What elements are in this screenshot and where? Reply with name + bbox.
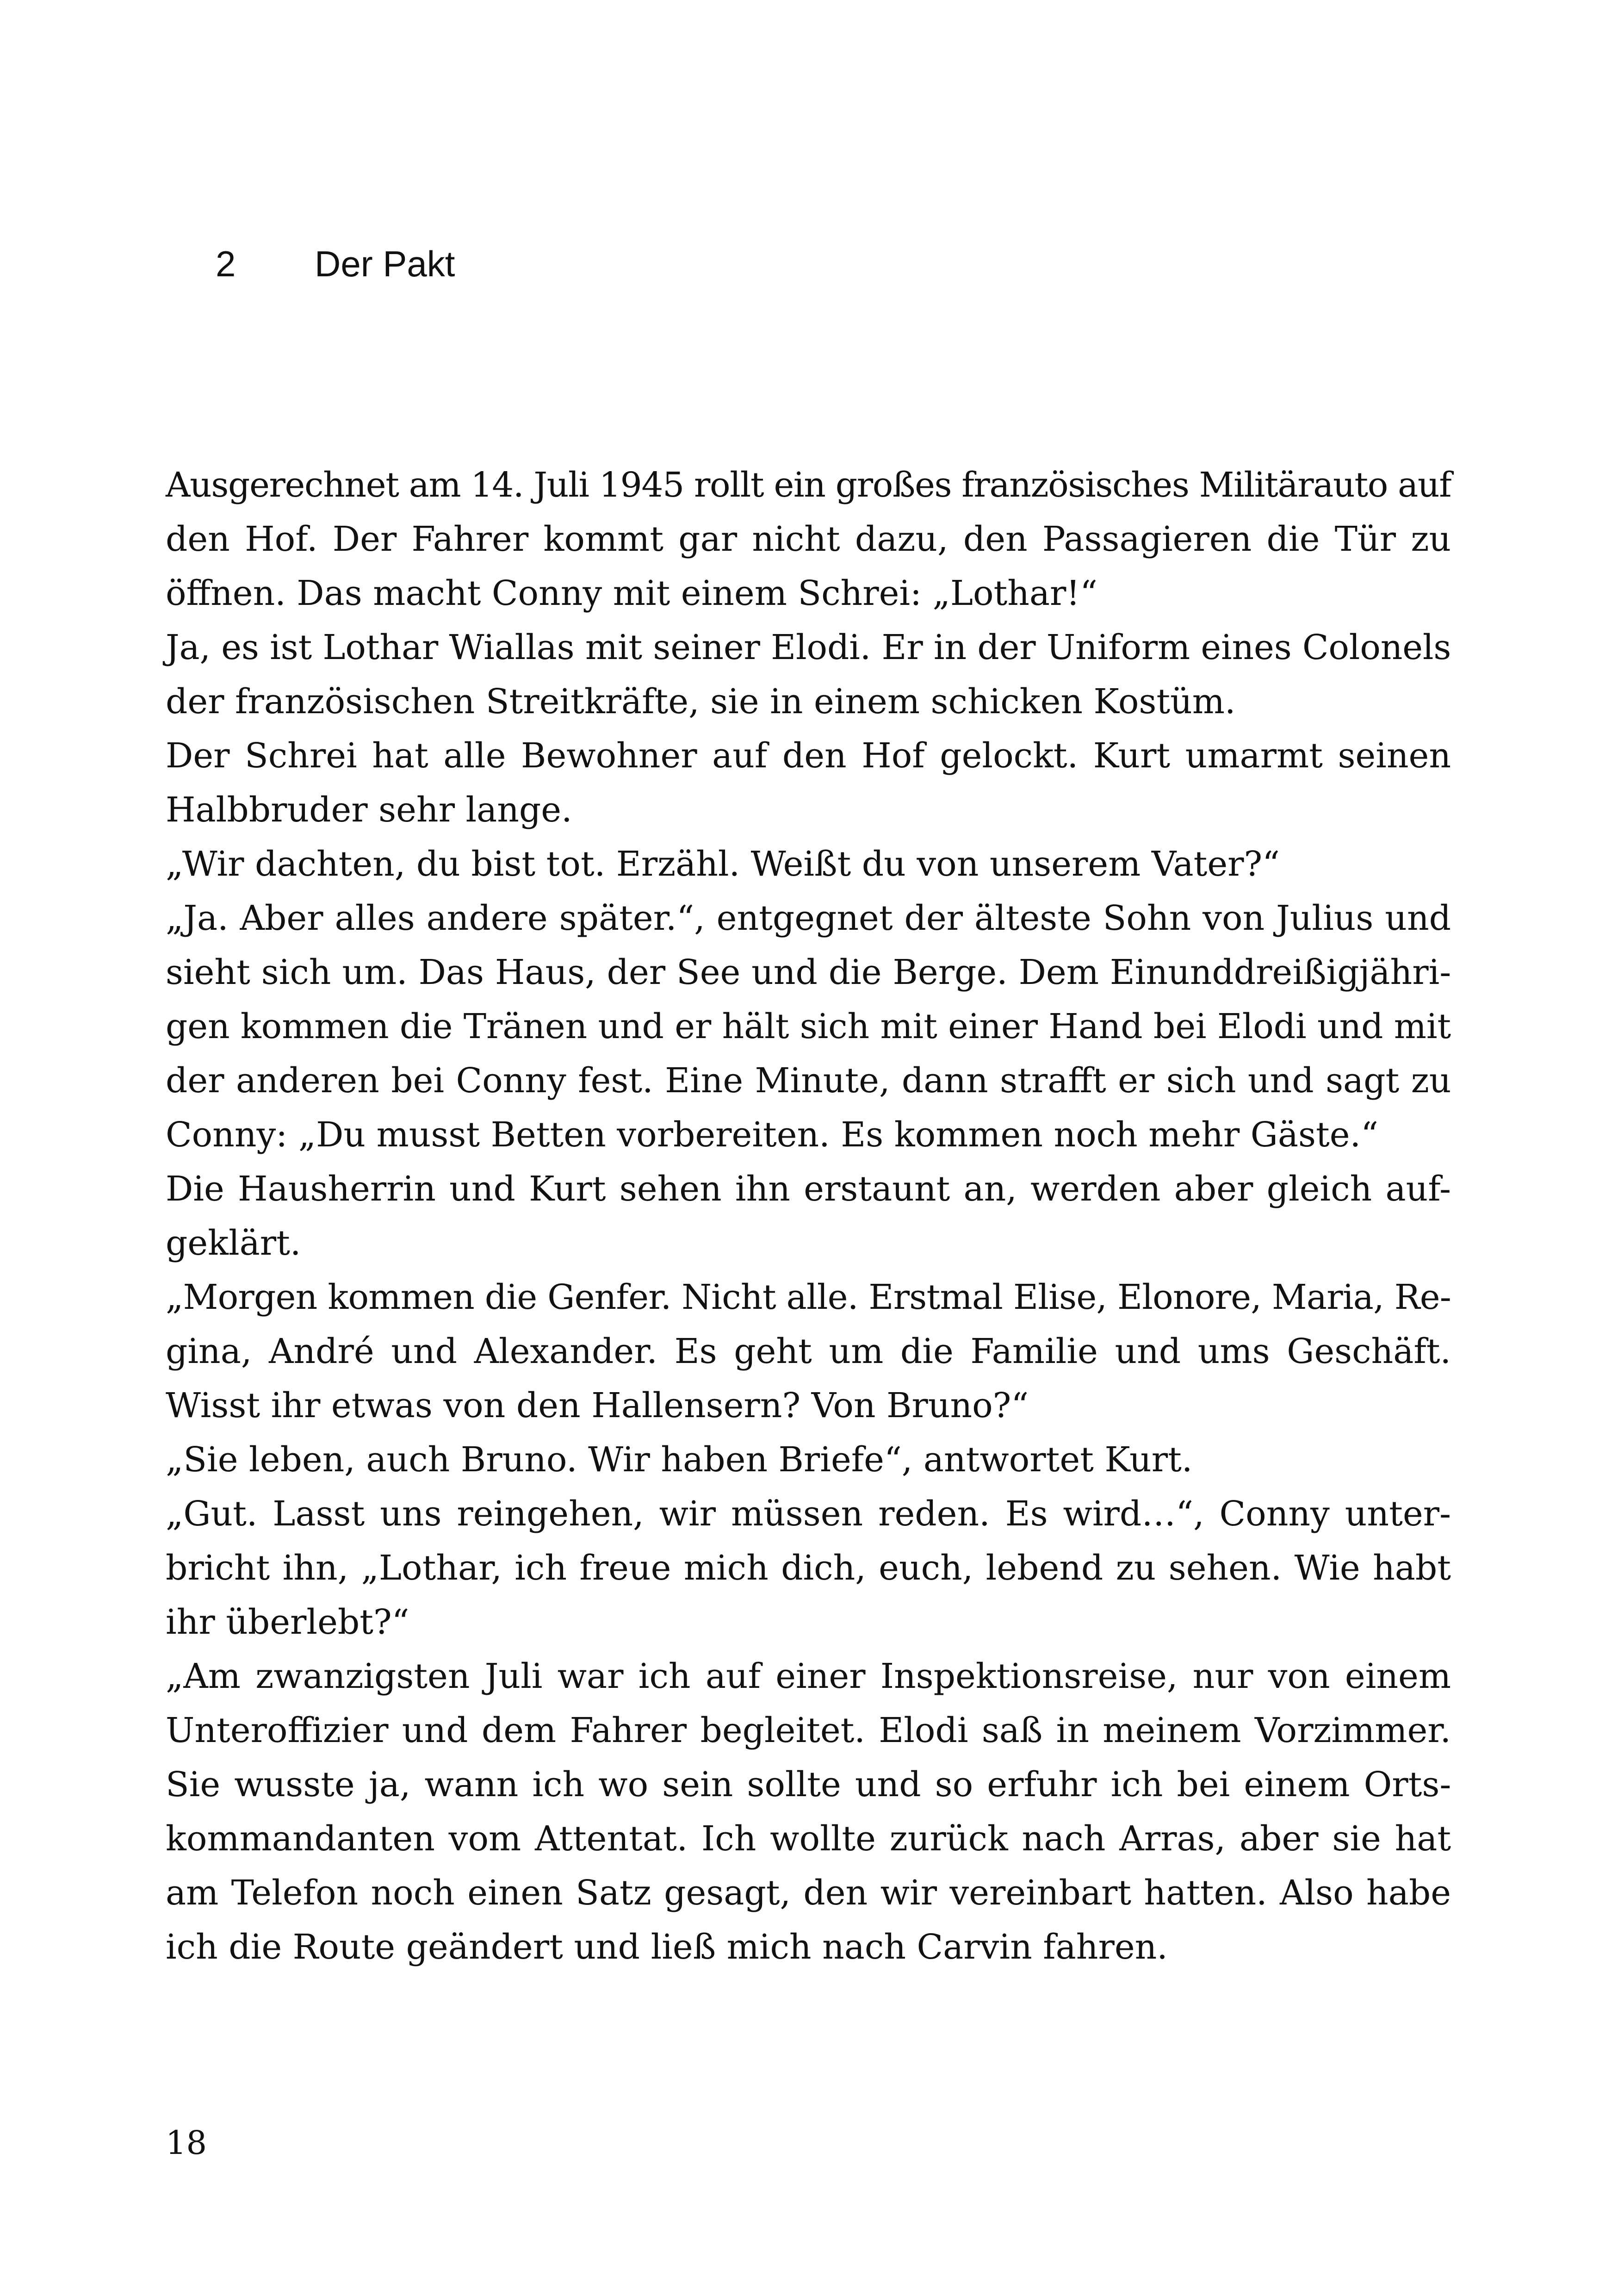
text-line: der französischen Streitkräfte, sie in einem schicken Kostüm. [166,682,1236,722]
text-line: „Ja. Aber alles andere später.“, entgegnet der älteste Sohn von Julius und [166,898,1451,938]
text-line: „Sie leben, auch Bruno. Wir haben Briefe“, antwortet Kurt. [166,1440,1193,1480]
text-line: den Hof. Der Fahrer kommt gar nicht dazu, den Passagieren die Tür zu [166,519,1451,559]
text-line: Unteroffizier und dem Fahrer begleitet. Elodi saß in meinem Vorzimmer. [166,1711,1451,1750]
text-line: der anderen bei Conny fest. Eine Minute, dann strafft er sich und sagt zu [166,1061,1451,1101]
text-line: gina, André und Alexander. Es geht um die Familie und ums Geschäft. [166,1332,1451,1371]
text-line: Wisst ihr etwas von den Hallensern? Von Bruno?“ [166,1386,1029,1425]
text-line: „Gut. Lasst uns reingehen, wir müssen reden. Es wird…“, Conny unter- [166,1494,1451,1534]
text-line: Conny: „Du musst Betten vorbereiten. Es kommen noch mehr Gäste.“ [166,1115,1378,1155]
text-line: bricht ihn, „Lothar, ich freue mich dich, euch, lebend zu sehen. Wie habt [166,1548,1451,1588]
text-line: „Am zwanzigsten Juli war ich auf einer Inspektionsreise, nur von einem [166,1656,1451,1696]
text-line: ihr überlebt?“ [166,1602,409,1642]
text-line: Ausgerechnet am 14. Juli 1945 rollt ein großes französisches Militärauto auf [166,465,1451,505]
body-text [166,458,1451,1974]
text-line: ich die Route geändert und ließ mich nach Carvin fahren. [166,1927,1168,1967]
text-line: Sie wusste ja, wann ich wo sein sollte und so erfuhr ich bei einem Orts- [166,1765,1451,1804]
chapter-heading [216,241,455,287]
page-number: 18 [166,2124,207,2162]
chapter-title: Der Pakt [315,243,455,284]
text-line: Halbbruder sehr lange. [166,790,572,830]
text-line: gen kommen die Tränen und er hält sich mit einer Hand bei Elodi und mit [166,1007,1451,1046]
text-line: Ja, es ist Lothar Wiallas mit seiner Elodi. Er in der Uniform eines Colonels [166,628,1451,667]
text-line: kommandanten vom Attentat. Ich wollte zurück nach Arras, aber sie hat [166,1819,1451,1859]
text-line: am Telefon noch einen Satz gesagt, den wir vereinbart hatten. Also habe [166,1873,1451,1913]
text-line: öffnen. Das macht Conny mit einem Schrei: „Lothar!“ [166,573,1097,613]
chapter-number: 2 [216,243,236,284]
text-line: Die Hausherrin und Kurt sehen ihn erstaunt an, werden aber gleich auf- [166,1169,1451,1209]
text-line: Der Schrei hat alle Bewohner auf den Hof gelockt. Kurt umarmt seinen [166,736,1451,776]
text-line: „Morgen kommen die Genfer. Nicht alle. Erstmal Elise, Elonore, Maria, Re- [166,1277,1451,1317]
text-line: sieht sich um. Das Haus, der See und die Berge. Dem Einunddreißigjähri- [166,952,1451,992]
text-line: geklärt. [166,1223,301,1263]
text-line: „Wir dachten, du bist tot. Erzähl. Weißt du von unserem Vater?“ [166,844,1280,884]
